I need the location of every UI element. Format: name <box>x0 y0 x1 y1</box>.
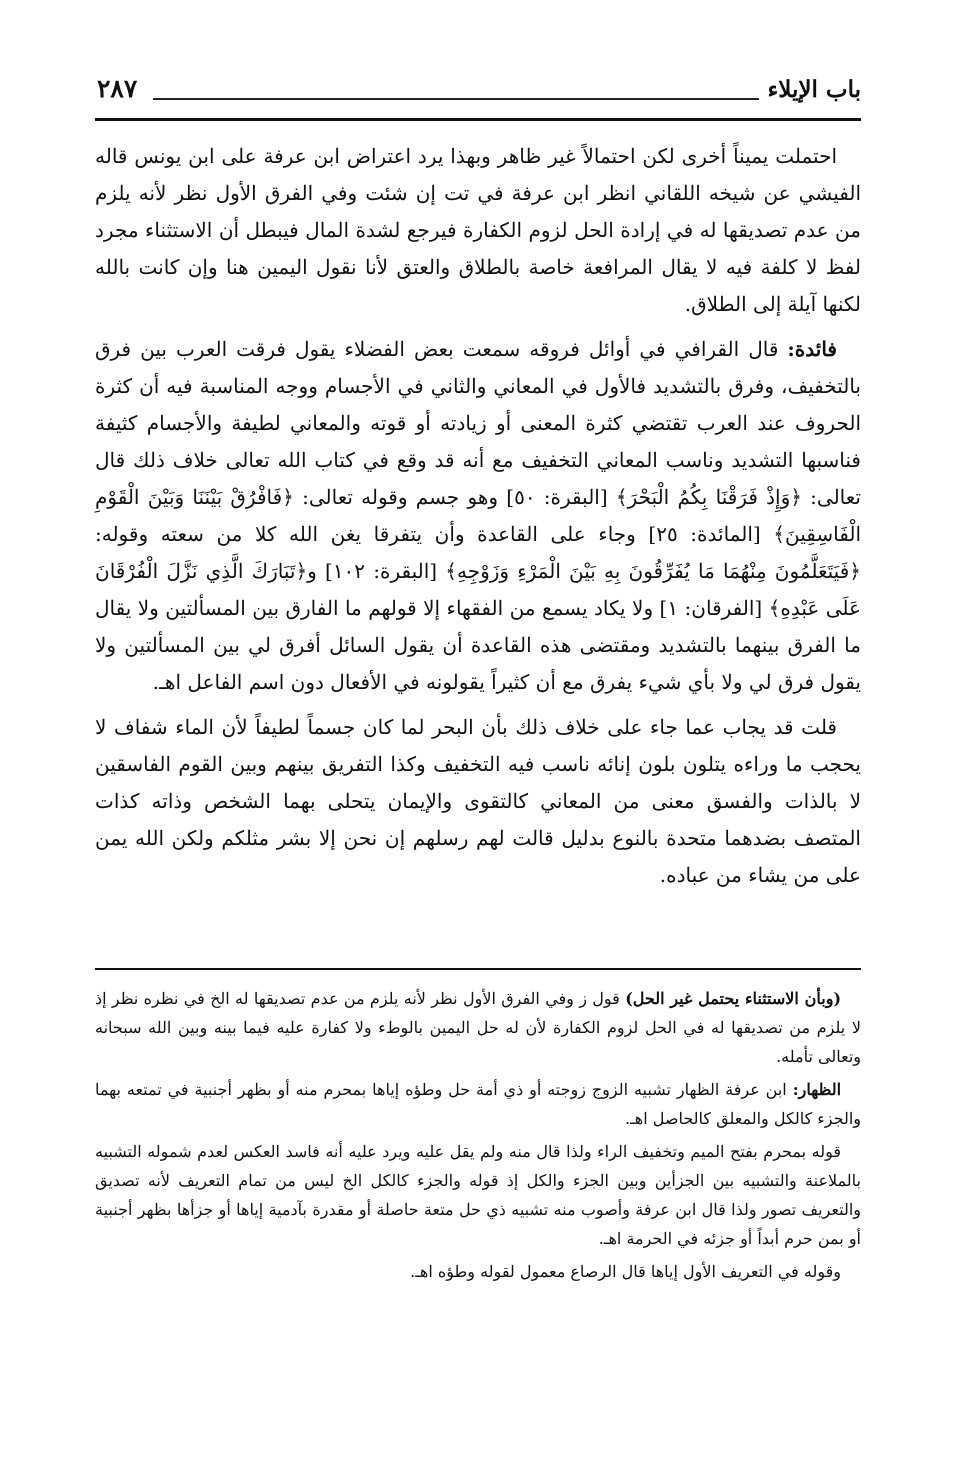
footnote-text: قوله بمحرم بفتح الميم وتخفيف الراء ولذا قال منه ولم يقل عليه ويرد عليه أنه فاسد العكس لعدم شموله التشبيه بالملاعنة والتشبيه بين الجزأين وبين الجزء والكل إذ قوله والجزء كالكل الخ ليس من تمام التعريف لأنه تصديق والتعريف تصور ولذا قال ابن عرفة وأصوب منه تشبيه ذي حل متعة حاصلة أو مقدرة بآدمية إياها أو جزأها بظهر أجنبية أو بمن حرم أبداً أو جزئه في الحرمة اهـ. <box>95 1142 861 1248</box>
paragraph-label: فائدة: <box>787 337 837 361</box>
paragraph-text: قلت قد يجاب عما جاء على خلاف ذلك بأن البحر لما كان جسماً لطيفاً لأن الماء شفاف لا يحجب ما وراءه يتلون بلون إنائه ناسب فيه التخفيف وكذا التفريق بينهم وبين القوم الفاسقين لا بالذات والفسق معنى من المعاني كالتقوى والإيمان يتحلى بهما الشخص وذاته كذات المتصف بضدهما متحدة بالنوع بدليل قالت لهم رسلهم إن نحن إلا بشر مثلكم ولكن الله يمن على من يشاء من عباده. <box>95 715 861 887</box>
footnote-label: الظهار: <box>792 1080 842 1099</box>
paragraph <box>95 709 861 894</box>
paragraph-text: قال القرافي في أوائل فروقه سمعت بعض الفضلاء يقول فرقت العرب بين فرق بالتخفيف، وفرق بالتشديد فالأول في المعاني والثاني في الأجسام ووجه المناسبة فيه أن كثرة الحروف عند العرب تقتضي كثرة المعنى أو زيادته أو قوته والمعاني لطيفة والأجسام كثيفة فناسبها التشديد وناسب المعاني التخفيف مع أنه قد وقع في كتاب الله تعالى خلاف ذلك قال تعالى: ﴿وَإِذْ فَرَقْنَا بِكُمُ الْبَحْرَ﴾ [البقرة: ٥٠] وهو جسم وقوله تعالى: ﴿فَافْرُقْ بَيْنَنَا وَبَيْنَ الْقَوْمِ الْفَاسِقِينَ﴾ [المائدة: ٢٥] وجاء على القاعدة وأن يتفرقا يغن الله كلا من سعته وقوله: ﴿فَيَتَعَلَّمُونَ مِنْهُمَا مَا يُفَرِّقُونَ بِهِ بَيْنَ الْمَرْءِ وَزَوْجِهِ﴾ [البقرة: ١٠٢] و﴿تَبَارَكَ الَّذِي نَزَّلَ الْفُرْقَانَ عَلَى عَبْدِهِ﴾ [الفرقان: ١] ولا يكاد يسمع من الفقهاء إلا قولهم ما الفارق بين المسألتين ولا يقال ما الفرق بينهما بالتشديد ومقتضى هذه القاعدة أن يقول السائل أفرق لي بين المسألتين ولا يقول فرق لي ولا بأي شيء يفرق مع أن كثيراً يقولونه في الأفعال دون اسم الفاعل اهـ. <box>95 337 862 694</box>
header-dash-line <box>153 98 759 100</box>
paragraph-text: احتملت يميناً أخرى لكن احتمالاً غير ظاهر وبهذا يرد اعتراض ابن عرفة على ابن يونس قاله الفيشي عن شيخه اللقاني انظر ابن عرفة في تت إن شئت وفي الفرق الأول نظر لأنه يلزم من عدم تصديقها له في إرادة الحل لزوم الكفارة فيرجع لشدة المال فيبطل أن الاستثناء مجرد لفظ لا كلفة فيه لا يقال المرافعة خاصة بالطلاق والعتق لأنا نقول اليمين هنا وإن كانت بالله لكنها آيلة إلى الطلاق. <box>95 144 861 316</box>
footnote-separator <box>95 968 861 970</box>
footnote <box>95 1257 861 1286</box>
footnote <box>95 984 861 1071</box>
running-header <box>95 72 861 112</box>
main-body-text <box>95 138 861 902</box>
header-rule <box>95 118 861 121</box>
footnote-label: (وبأن الاستثناء يحتمل غير الحل) <box>625 989 842 1008</box>
page-number: ٢٨٧ <box>97 74 138 103</box>
paragraph <box>95 138 861 323</box>
footnote <box>95 1075 861 1133</box>
footnote-text: وقوله في التعريف الأول إياها قال الرصاع معمول لقوله وطؤه اهـ. <box>410 1262 841 1281</box>
paragraph <box>95 331 861 701</box>
footnotes <box>95 984 861 1290</box>
chapter-title: باب الإيلاء <box>767 76 861 103</box>
footnote <box>95 1137 861 1253</box>
footnote-text: قول ز وفي الفرق الأول نظر لأنه يلزم من عدم تصديقها له الخ في نظره نظر إذ لا يلزم من تصديقها له في الحل لزوم الكفارة لأن له حل اليمين بالوطء ولا كفارة عليه فيما بينه وبين الله سبحانه وتعالى تأمله. <box>95 989 861 1066</box>
footnote-text: ابن عرفة الظهار تشبيه الزوج زوجته أو ذي أمة حل وطؤه إياها بمحرم منه أو بظهر أجنبية في تمتعه بهما والجزء كالكل والمعلق كالحاصل اهـ. <box>95 1080 861 1128</box>
